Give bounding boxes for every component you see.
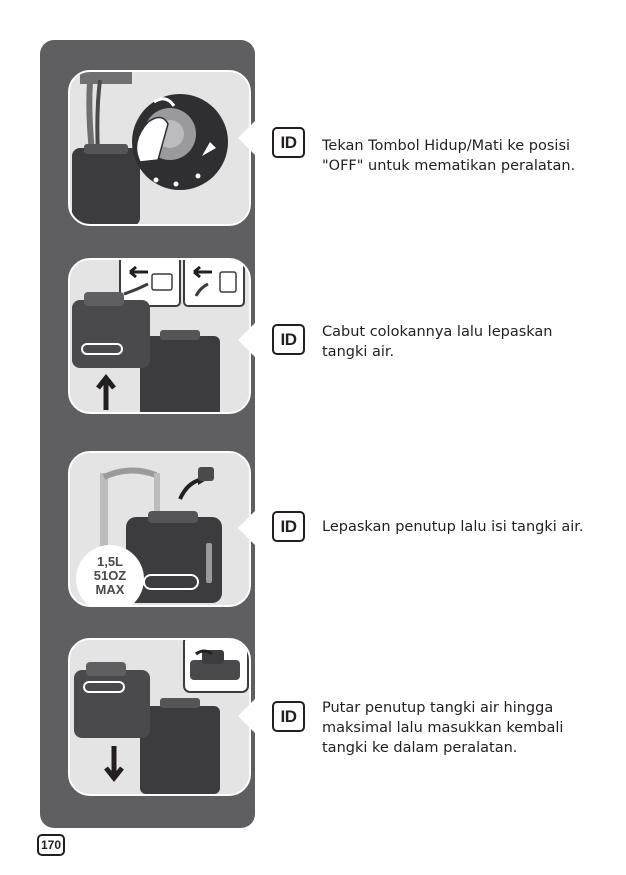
step-4-language-badge: ID bbox=[272, 701, 305, 732]
page-number: 170 bbox=[37, 834, 65, 856]
step-4-pointer bbox=[238, 698, 256, 734]
step-3-language-badge: ID bbox=[272, 511, 305, 542]
unplug-tank-illustration bbox=[70, 260, 249, 412]
capacity-volume: 1,5L bbox=[96, 554, 123, 569]
step-1-language-badge: ID bbox=[272, 127, 305, 158]
step-2-illustration bbox=[68, 258, 251, 414]
step-1-text: Tekan Tombol Hidup/Mati ke posisi "OFF" untuk mematikan peralatan. bbox=[322, 138, 576, 174]
reinsert-tank-illustration bbox=[70, 640, 249, 794]
step-1-pointer bbox=[238, 120, 256, 156]
step-4-illustration bbox=[68, 638, 251, 796]
step-4-text: Putar penutup tangki air hingga maksimal lalu masukkan kembali tangki ke dalam peralatan. bbox=[322, 700, 564, 756]
step-3-pointer bbox=[238, 510, 256, 546]
power-switch-illustration bbox=[70, 72, 249, 224]
step-3-illustration bbox=[68, 451, 251, 607]
capacity-label bbox=[76, 545, 144, 607]
step-2-language-badge: ID bbox=[272, 324, 305, 355]
capacity-ounces: 51OZ bbox=[93, 568, 127, 583]
step-1-illustration bbox=[68, 70, 251, 226]
step-3-text: Lepaskan penutup lalu isi tangki air. bbox=[322, 519, 584, 535]
capacity-max: MAX bbox=[95, 582, 125, 597]
step-2-text: Cabut colokannya lalu lepaskan tangki air. bbox=[322, 324, 553, 360]
step-2-pointer bbox=[238, 322, 256, 358]
